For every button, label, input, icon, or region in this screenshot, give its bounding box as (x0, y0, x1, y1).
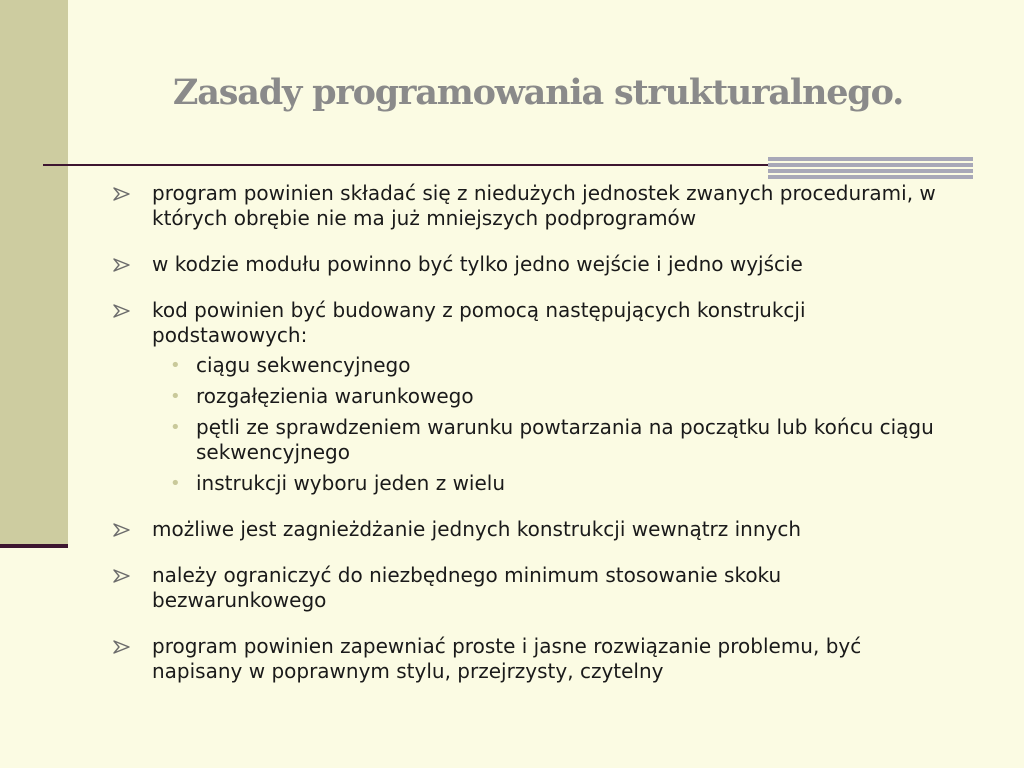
bullet-item (112, 181, 942, 231)
arrow-outline-icon (112, 522, 132, 538)
bullet-text: program powinien składać się z niedużych jednostek zwanych procedurami, w których obrębie nie ma już mniejszych podprogramów (152, 181, 936, 230)
arrow-outline-icon (112, 186, 132, 202)
sub-bullet-text: pętli ze sprawdzeniem warunku powtarzania na początku lub końcu ciągu sekwencyjnego (196, 415, 934, 464)
dot-icon: • (170, 473, 181, 494)
left-band-underline (0, 544, 68, 548)
title-accent-bars (768, 157, 973, 179)
sub-bullet-item (152, 471, 942, 496)
accent-bar (768, 157, 973, 161)
slide-title: Zasady programowania strukturalnego. (172, 72, 904, 113)
sub-bullet-text: ciągu sekwencyjnego (196, 353, 411, 377)
bullet-text: kod powinien być budowany z pomocą następujących konstrukcji podstawowych: (152, 298, 806, 347)
bullet-item (112, 517, 942, 542)
accent-bar (768, 175, 973, 179)
sub-bullet-item (152, 353, 942, 378)
arrow-outline-icon (112, 303, 132, 319)
bullet-item (112, 298, 942, 496)
dot-icon: • (170, 417, 181, 438)
sub-bullet-item (152, 415, 942, 465)
bullet-text: w kodzie modułu powinno być tylko jedno wejście i jedno wyjście (152, 252, 803, 276)
arrow-outline-icon (112, 257, 132, 273)
sub-bullet-text: instrukcji wyboru jeden z wielu (196, 471, 506, 495)
bullet-list (112, 181, 942, 705)
sub-bullet-list (152, 353, 942, 496)
bullet-text: należy ograniczyć do niezbędnego minimum stosowanie skoku bezwarunkowego (152, 563, 782, 612)
dot-icon: • (170, 355, 181, 376)
sub-bullet-item (152, 384, 942, 409)
arrow-outline-icon (112, 639, 132, 655)
sub-bullet-text: rozgałęzienia warunkowego (196, 384, 474, 408)
dot-icon: • (170, 386, 181, 407)
bullet-item (112, 252, 942, 277)
arrow-outline-icon (112, 568, 132, 584)
accent-bar (768, 163, 973, 167)
accent-bar (768, 169, 973, 173)
bullet-text: program powinien zapewniać proste i jasne rozwiązanie problemu, być napisany w poprawnym stylu, przejrzysty, czytelny (152, 634, 862, 683)
bullet-item (112, 634, 942, 684)
bullet-text: możliwe jest zagnieżdżanie jednych konstrukcji wewnątrz innych (152, 517, 802, 541)
bullet-item (112, 563, 942, 613)
